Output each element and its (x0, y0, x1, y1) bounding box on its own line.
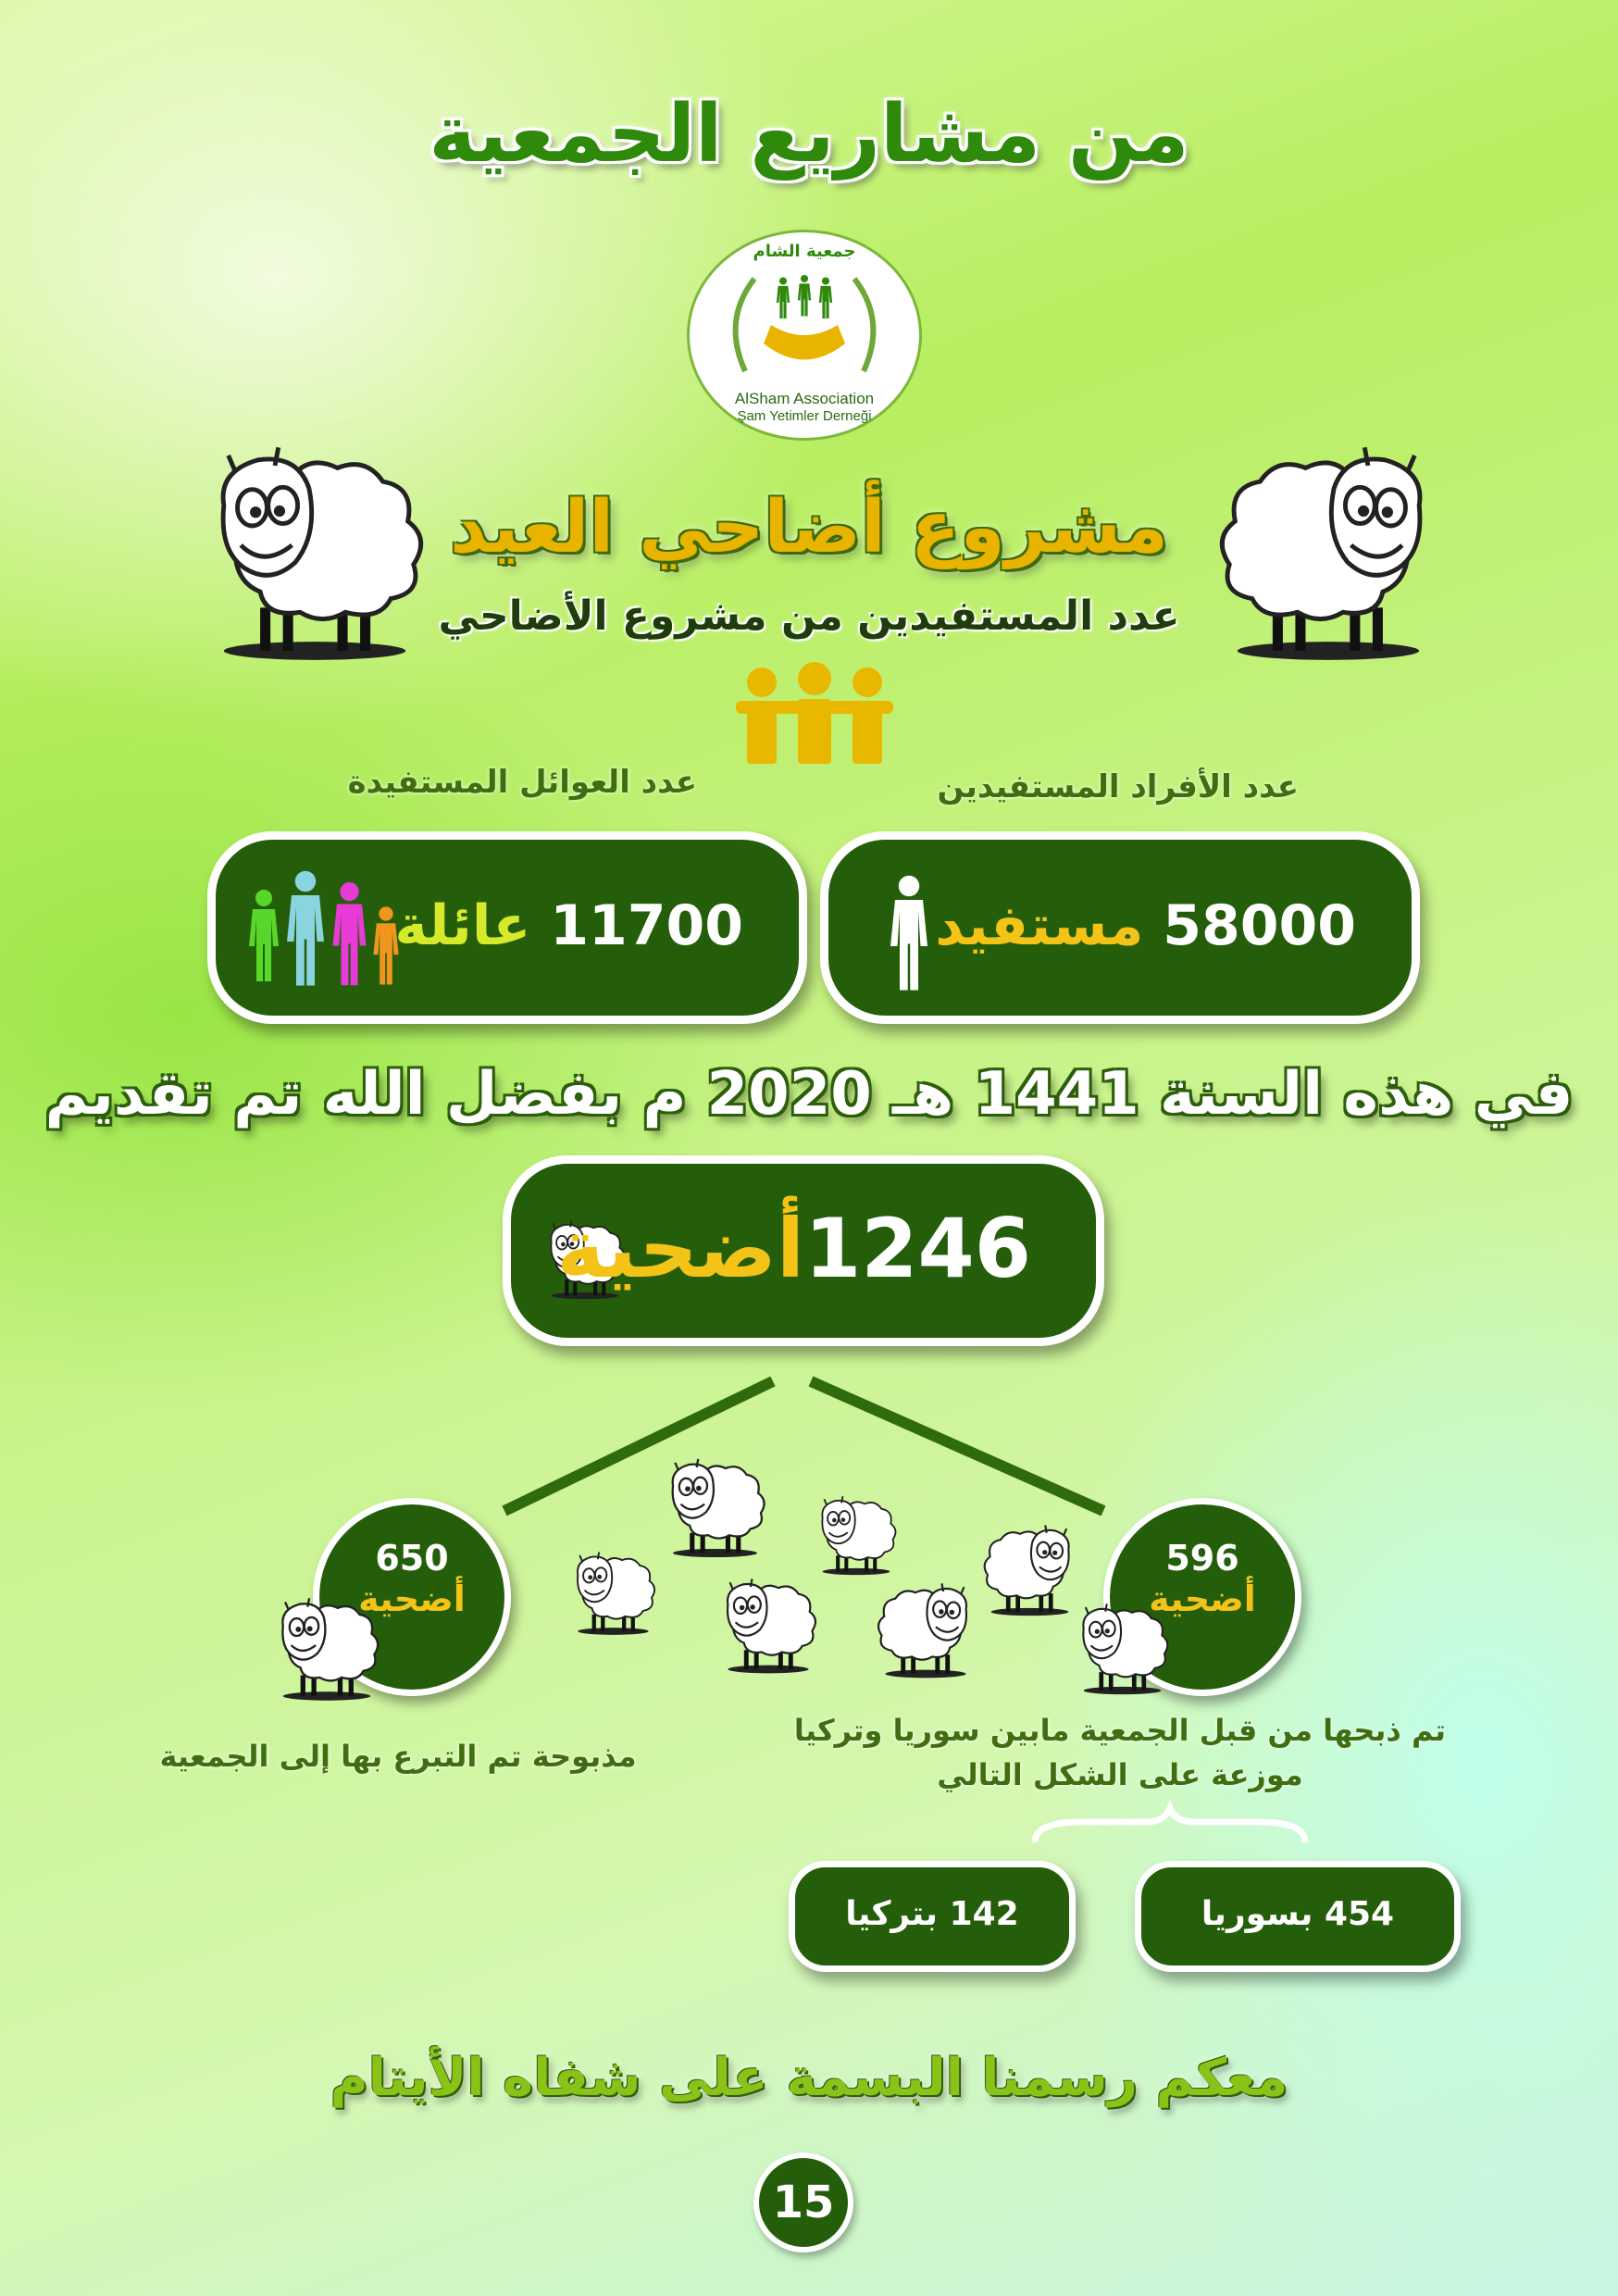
turkey-label: بتركيا (845, 1895, 939, 1933)
families-unit: عائلة (394, 893, 531, 958)
logo-turkish-name: Şam Yetimler Derneği (737, 408, 872, 424)
sheep-icon (267, 1592, 387, 1703)
sheep-icon (870, 1578, 981, 1680)
year-statement: في هذه السنة 1441 هـ 2020 م بفضل الله تم تقديم (44, 1060, 1574, 1129)
sheep-icon (565, 1546, 662, 1639)
slaughtered-value: 596 (1165, 1538, 1239, 1578)
project-title: مشروع أضاحي العيد (450, 486, 1168, 569)
donated-value: 650 (375, 1538, 449, 1578)
turkey-count-card (789, 1861, 1076, 1972)
page-number: 15 (753, 2152, 853, 2252)
individuals-value: 58000 (1163, 893, 1356, 958)
total-unit: أضحية (556, 1201, 805, 1296)
sheep-icon (977, 1518, 1083, 1620)
sheep-icon (1069, 1597, 1176, 1699)
individuals-label: عدد الأفراد المستفيدين (937, 768, 1299, 805)
project-subtitle: عدد المستفيدين من مشروع الأضاحي (438, 593, 1180, 640)
syria-value: 454 (1324, 1895, 1395, 1933)
total-value: 1246 (804, 1201, 1031, 1296)
turkey-value: 142 (949, 1895, 1019, 1933)
donated-unit: أضحية (358, 1578, 466, 1619)
logo-english-name: AlSham Association (734, 390, 875, 407)
donated-note: مذبوحة تم التبرع بها إلى الجمعية (159, 1739, 637, 1774)
slaughtered-note-line2: موزعة على الشكل التالي (937, 1757, 1303, 1792)
sheep-icon (810, 1491, 902, 1578)
families-value: 11700 (550, 893, 743, 958)
slaughtered-note-line1: تم ذبحها من قبل الجمعية مابين سوريا وتركيا (793, 1713, 1447, 1748)
sheep-icon (713, 1574, 824, 1676)
sheep-icon (657, 1454, 773, 1560)
syria-label: بسوريا (1201, 1895, 1313, 1933)
footer-slogan: معكم رسمنا البسمة على شفاه الأيتام (330, 2048, 1288, 2108)
logo-arabic-name: جمعية الشام (753, 242, 856, 261)
syria-count-card (1135, 1861, 1461, 1972)
slaughtered-unit: أضحية (1149, 1578, 1256, 1619)
individuals-unit: مستفيد (935, 893, 1144, 958)
families-label: عدد العوائل المستفيدة (347, 764, 697, 801)
page-title: من مشاريع الجمعية (429, 88, 1189, 181)
